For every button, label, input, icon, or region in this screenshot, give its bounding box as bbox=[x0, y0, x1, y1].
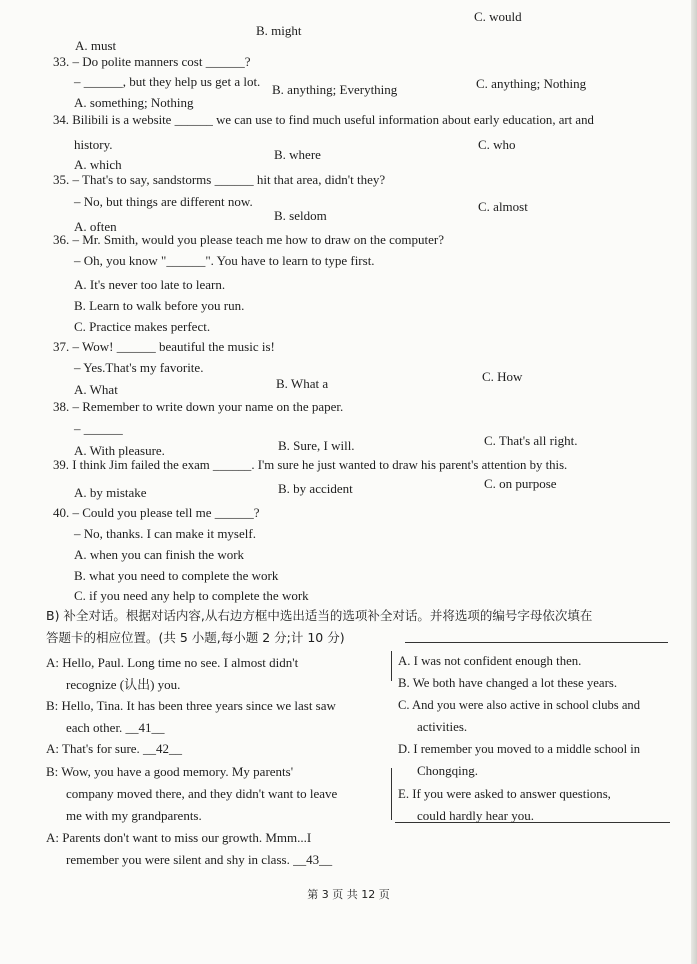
option-box-item: E. If you were asked to answer questions, bbox=[398, 787, 611, 801]
option-box-item: D. I remember you moved to a middle school in bbox=[398, 742, 641, 756]
q33-option-a: A. something; Nothing bbox=[74, 95, 194, 110]
q35-reply: – No, but things are different now. bbox=[74, 194, 253, 209]
q34-option-c: C. who bbox=[478, 137, 516, 152]
dialogue-line: company moved there, and they didn't want to leave bbox=[66, 786, 338, 801]
dialogue-line: B: Wow, you have a good memory. My parents' bbox=[46, 764, 294, 779]
q34-option-b: B. where bbox=[274, 147, 321, 162]
q35-option-b: B. seldom bbox=[274, 208, 327, 223]
q35-stem: 35. – That's to say, sandstorms ______ hit that area, didn't they? bbox=[53, 172, 386, 187]
q40-stem: 40. – Could you please tell me ______? bbox=[53, 505, 260, 520]
q36-option-c: C. Practice makes perfect. bbox=[74, 319, 211, 334]
q38-option-b: B. Sure, I will. bbox=[278, 438, 355, 453]
q35-option-a: A. often bbox=[74, 219, 117, 234]
options-box-left-border bbox=[391, 768, 392, 820]
q40-reply: – No, thanks. I can make it myself. bbox=[74, 526, 256, 541]
option-box-item: could hardly hear you. bbox=[417, 808, 534, 823]
q37-reply: – Yes.That's my favorite. bbox=[74, 360, 204, 375]
q37-option-c: C. How bbox=[482, 369, 523, 384]
page-footer: 第 3 页 共 12 页 bbox=[307, 888, 390, 901]
q32-option-b: B. might bbox=[256, 23, 302, 38]
q35-option-c: C. almost bbox=[478, 199, 528, 214]
section-b-instruction-line2: 答题卡的相应位置。(共 5 小题,每小题 2 分;计 10 分) bbox=[46, 630, 345, 645]
q32-option-c: C. would bbox=[474, 9, 522, 24]
q39-option-a: A. by mistake bbox=[74, 485, 147, 500]
q36-option-b: B. Learn to walk before you run. bbox=[74, 298, 245, 313]
dialogue-line: each other. __41__ bbox=[66, 720, 165, 735]
q37-option-b: B. What a bbox=[276, 376, 329, 391]
q33-option-b: B. anything; Everything bbox=[272, 82, 398, 97]
option-box-item: A. I was not confident enough then. bbox=[398, 654, 582, 668]
dialogue-line: recognize (认出) you. bbox=[66, 677, 181, 692]
q37-option-a: A. What bbox=[74, 382, 118, 397]
q38-reply: – ______ bbox=[74, 421, 123, 436]
dialogue-line: A: Parents don't want to miss our growth. Mmm...I bbox=[46, 830, 312, 845]
q36-option-a: A. It's never too late to learn. bbox=[74, 277, 226, 292]
q39-option-b: B. by accident bbox=[278, 481, 353, 496]
page-edge-shadow bbox=[691, 0, 697, 964]
q36-stem: 36. – Mr. Smith, would you please teach me how to draw on the computer? bbox=[53, 232, 445, 247]
q40-option-c: C. if you need any help to complete the work bbox=[74, 588, 309, 603]
option-box-item: activities. bbox=[417, 719, 468, 734]
dialogue-line: me with my grandparents. bbox=[66, 808, 202, 823]
q39-option-c: C. on purpose bbox=[484, 476, 557, 491]
dialogue-line: B: Hello, Tina. It has been three years since we last saw bbox=[46, 698, 336, 713]
dialogue-line: A: Hello, Paul. Long time no see. I almost didn't bbox=[46, 655, 299, 670]
q38-option-a: A. With pleasure. bbox=[74, 443, 165, 458]
q37-stem: 37. – Wow! ______ beautiful the music is! bbox=[53, 339, 275, 354]
q34-stem: 34. Bilibili is a website ______ we can use to find much useful information about early education, art and bbox=[53, 113, 594, 127]
section-b-instruction-line1: B) 补全对话。根据对话内容,从右边方框中选出适当的选项补全对话。并将选项的编号字母依次填在 bbox=[46, 608, 593, 623]
option-box-item: Chongqing. bbox=[417, 763, 479, 778]
options-box-left-border bbox=[391, 651, 392, 681]
q36-reply: – Oh, you know "______". You have to learn to type first. bbox=[74, 253, 375, 268]
dialogue-line: A: That's for sure. __42__ bbox=[46, 741, 183, 756]
q39-stem: 39. I think Jim failed the exam ______. I'm sure he just wanted to draw his parent's attention by this. bbox=[53, 458, 568, 472]
q40-option-b: B. what you need to complete the work bbox=[74, 568, 279, 583]
q33-option-c: C. anything; Nothing bbox=[476, 76, 587, 91]
q32-option-a: A. must bbox=[75, 38, 117, 53]
q38-option-c: C. That's all right. bbox=[484, 433, 578, 448]
options-box-top-border bbox=[405, 642, 668, 643]
q33-stem: 33. – Do polite manners cost ______? bbox=[53, 54, 251, 69]
q34-option-a: A. which bbox=[74, 157, 122, 172]
q33-reply: – ______, but they help us get a lot. bbox=[74, 74, 261, 89]
option-box-item: B. We both have changed a lot these years. bbox=[398, 676, 618, 690]
q34-continuation: history. bbox=[74, 137, 113, 152]
dialogue-line: remember you were silent and shy in class. __43__ bbox=[66, 852, 333, 867]
q40-option-a: A. when you can finish the work bbox=[74, 547, 245, 562]
q38-stem: 38. – Remember to write down your name on the paper. bbox=[53, 399, 344, 414]
option-box-item: C. And you were also active in school clubs and bbox=[398, 698, 641, 712]
